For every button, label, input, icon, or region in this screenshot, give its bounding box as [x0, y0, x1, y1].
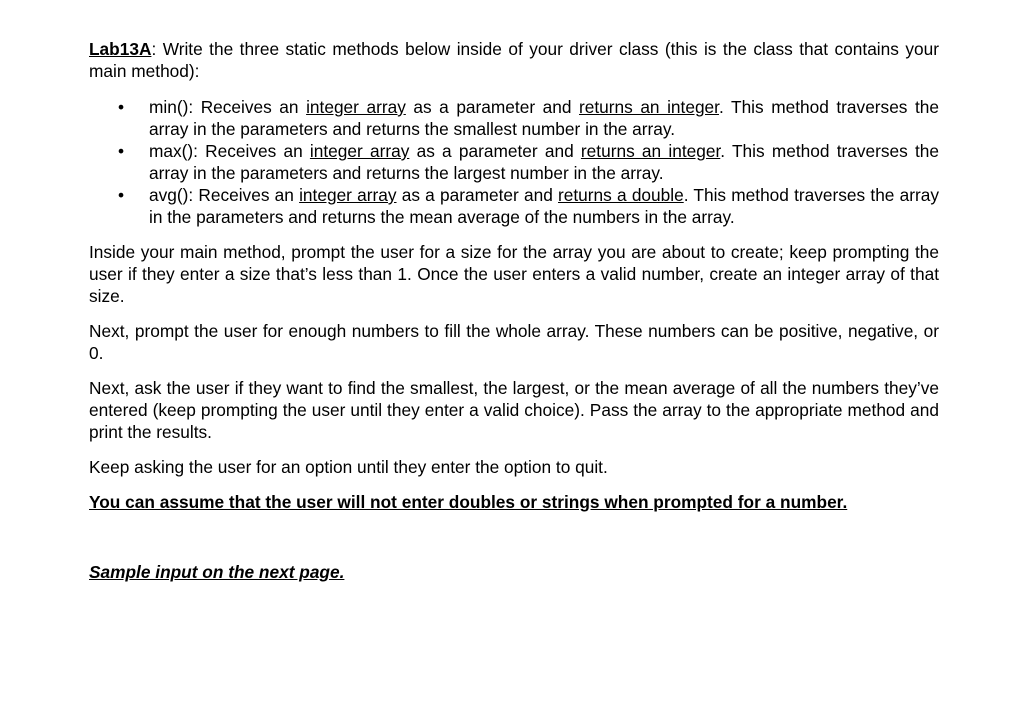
intro-paragraph	[89, 38, 939, 82]
sample-note	[89, 561, 939, 583]
size-prompt-paragraph: Inside your main method, prompt the user for a size for the array you are about to create; keep prompting the user if they enter a size that’s less than 1. Once the user enters a valid number, create an integer array of that size.	[89, 242, 939, 306]
list-item	[89, 140, 939, 184]
param-type: integer array	[306, 97, 406, 117]
method-mid: as a parameter and	[396, 185, 559, 205]
method-mid: as a parameter and	[405, 97, 579, 117]
sample-note-text: Sample input on the next page.	[89, 562, 345, 582]
return-type: returns an integer	[580, 141, 721, 161]
param-type: integer array	[299, 185, 397, 205]
choice-prompt-paragraph: Next, ask the user if they want to find the smallest, the largest, or the mean average of all the numbers they’ve entered (keep prompting the user until they enter a valid choice). Pass the array to the appropriate method and print the results.	[89, 378, 939, 442]
assumption-note	[89, 491, 939, 513]
assumption-note-text: You can assume that the user will not enter doubles or strings when prompted for a number.	[89, 492, 848, 512]
method-mid: as a parameter and	[409, 141, 581, 161]
method-name: min(): Receives an	[149, 97, 307, 117]
list-item	[89, 96, 939, 140]
return-type: returns a double	[558, 185, 684, 205]
list-item	[89, 184, 939, 228]
fill-prompt-paragraph: Next, prompt the user for enough numbers to fill the whole array. These numbers can be positive, negative, or 0.	[89, 321, 939, 363]
bullet-icon: •	[118, 97, 125, 117]
method-description: . This method traverses the array in the parameters and returns the mean average of the numbers in the array.	[149, 185, 939, 227]
loop-prompt-paragraph: Keep asking the user for an option until they enter the option to quit.	[89, 457, 608, 477]
bullet-icon: •	[118, 185, 125, 205]
lab-label: Lab13A	[89, 39, 152, 59]
method-name: max(): Receives an	[149, 141, 310, 161]
return-type: returns an integer	[579, 97, 719, 117]
method-description: . This method traverses the array in the parameters and returns the largest number in the array.	[149, 141, 940, 183]
method-name: avg(): Receives an	[149, 185, 300, 205]
intro-text: : Write the three static methods below inside of your driver class (this is the class that contains your main method):	[89, 39, 939, 81]
document-page	[89, 38, 939, 583]
methods-list	[89, 96, 939, 228]
bullet-icon: •	[118, 141, 125, 161]
param-type: integer array	[309, 141, 410, 161]
method-description: . This method traverses the array in the parameters and returns the smallest number in the array.	[149, 97, 940, 139]
